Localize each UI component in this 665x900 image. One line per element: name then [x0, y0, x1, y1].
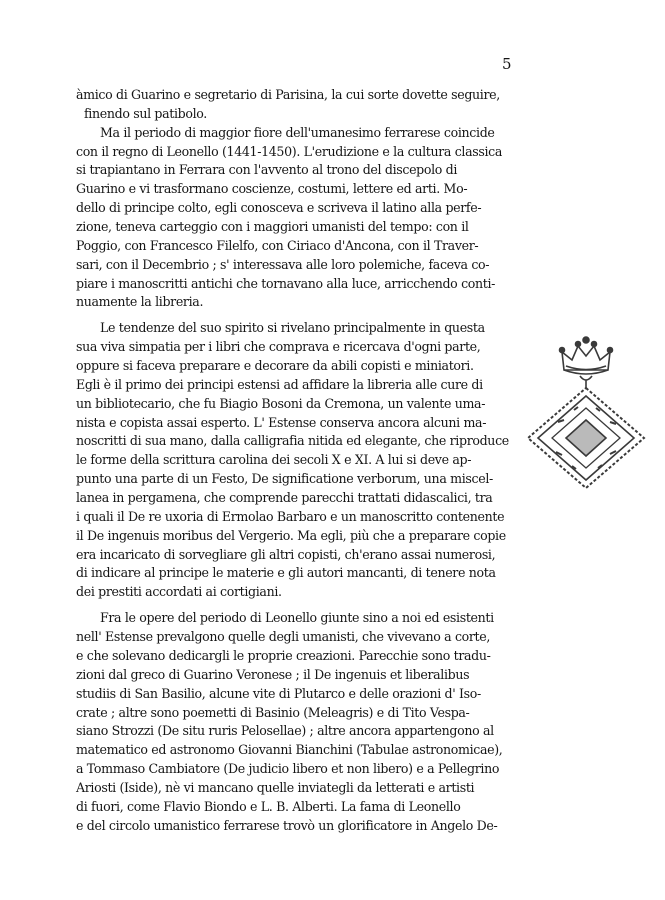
page-number: 5: [502, 55, 512, 73]
text-line: di fuori, come Flavio Biondo e L. B. Alberti. La fama di Leonello: [76, 798, 461, 814]
text-line: zioni dal greco di Guarino Veronese ; il De ingenuis et liberalibus: [76, 666, 470, 682]
text-line: piare i manoscritti antichi che tornavano alla luce, arricchendo conti-: [76, 275, 496, 291]
paragraph: [76, 86, 514, 124]
text-line: punto una parte di un Festo, De significatione verborum, una miscel-: [76, 471, 493, 487]
text-line: il De ingenuis moribus del Vergerio. Ma egli, più che a preparare copie: [76, 527, 506, 543]
text-line: nista e copista assai esperto. L' Estense conserva ancora alcuni ma-: [76, 414, 487, 430]
text-line: Poggio, con Francesco Filelfo, con Ciriaco d'Ancona, con il Traver-: [76, 237, 479, 253]
text-line: si trapiantano in Ferrara con l'avvento al trono del discepolo di: [76, 162, 458, 178]
text-line: àmico di Guarino e segretario di Parisina, la cui sorte dovette seguire,: [76, 87, 500, 102]
text-line: matematico ed astronomo Giovanni Bianchini (Tabulae astronomicae),: [76, 742, 503, 758]
text-line: Guarino e vi trasformano coscienze, costumi, lettere ed arti. Mo-: [76, 181, 468, 197]
text-line: dei prestiti accordati ai cortigiani.: [76, 584, 282, 600]
text-line: studiis di San Basilio, alcune vite di Plutarco e delle orazioni d' Iso-: [76, 685, 481, 701]
text-line: sua viva simpatia per i libri che comprava e ricercava d'ogni parte,: [76, 339, 481, 355]
text-line: le forme della scrittura carolina dei secoli X e XI. A lui si deve ap-: [76, 452, 472, 468]
paragraph: [76, 319, 514, 602]
text-line: crate ; altre sono poemetti di Basinio (Meleagris) e di Tito Vespa-: [76, 704, 470, 720]
text-line: siano Strozzi (De situ ruris Pelosellae) ; altre ancora appartengono al: [76, 723, 494, 739]
library-crown-stamp-icon: [526, 336, 646, 506]
text-line: e del circolo umanistico ferrarese trovò un glorificatore in Angelo De-: [76, 817, 498, 833]
text-line: Le tendenze del suo spirito si rivelano principalmente in questa: [100, 320, 485, 336]
text-line: nuamente la libreria.: [76, 294, 204, 310]
text-line: lanea in pergamena, che comprende parecchi trattati didascalici, tra: [76, 490, 493, 506]
text-line: Fra le opere del periodo di Leonello giunte sino a noi ed esistenti: [100, 610, 494, 626]
text-line: Ma il periodo di maggior fiore dell'umanesimo ferrarese coincide: [100, 124, 495, 140]
text-line: Ariosti (Iside), nè vi mancano quelle inviategli da letterati e artisti: [76, 779, 475, 795]
paragraph: [76, 609, 514, 835]
text-line: era incaricato di sorvegliare gli altri copisti, ch'erano assai numerosi,: [76, 546, 496, 562]
text-line: dello di principe colto, egli conosceva e scriveva il latino alla perfe-: [76, 200, 482, 216]
body-text: [76, 86, 514, 836]
text-line: nell' Estense prevalgono quelle degli umanisti, che vivevano a corte,: [76, 629, 491, 645]
text-line: noscritti di sua mano, dalla calligrafia nitida ed elegante, che riproduce: [76, 433, 509, 449]
text-line: oppure si faceva preparare e decorare da abili copisti e miniatori.: [76, 358, 474, 374]
text-line: un bibliotecario, che fu Biagio Bosoni da Cremona, un valente uma-: [76, 395, 486, 411]
text-line: zione, teneva carteggio con i maggiori umanisti del tempo: con il: [76, 219, 469, 235]
text-line: con il regno di Leonello (1441-1450). L'erudizione e la cultura classica: [76, 143, 503, 159]
text-line: sari, con il Decembrio ; s' interessava alle loro polemiche, faceva co-: [76, 256, 490, 272]
text-line: i quali il De re uxoria di Ermolao Barbaro e un manoscritto contenente: [76, 508, 505, 524]
text-line: e che solevano dedicargli le proprie creazioni. Parecchie sono tradu-: [76, 647, 491, 663]
text-line: Egli è il primo dei principi estensi ad affidare la libreria alle cure di: [76, 376, 483, 392]
text-line: a Tommaso Cambiatore (De judicio libero et non libero) e a Pellegrino: [76, 761, 500, 777]
text-line: di indicare al principe le materie e gli autori mancanti, di tenere nota: [76, 565, 496, 581]
text-line: finendo sul patibolo.: [84, 105, 207, 121]
paragraph: [76, 124, 514, 313]
